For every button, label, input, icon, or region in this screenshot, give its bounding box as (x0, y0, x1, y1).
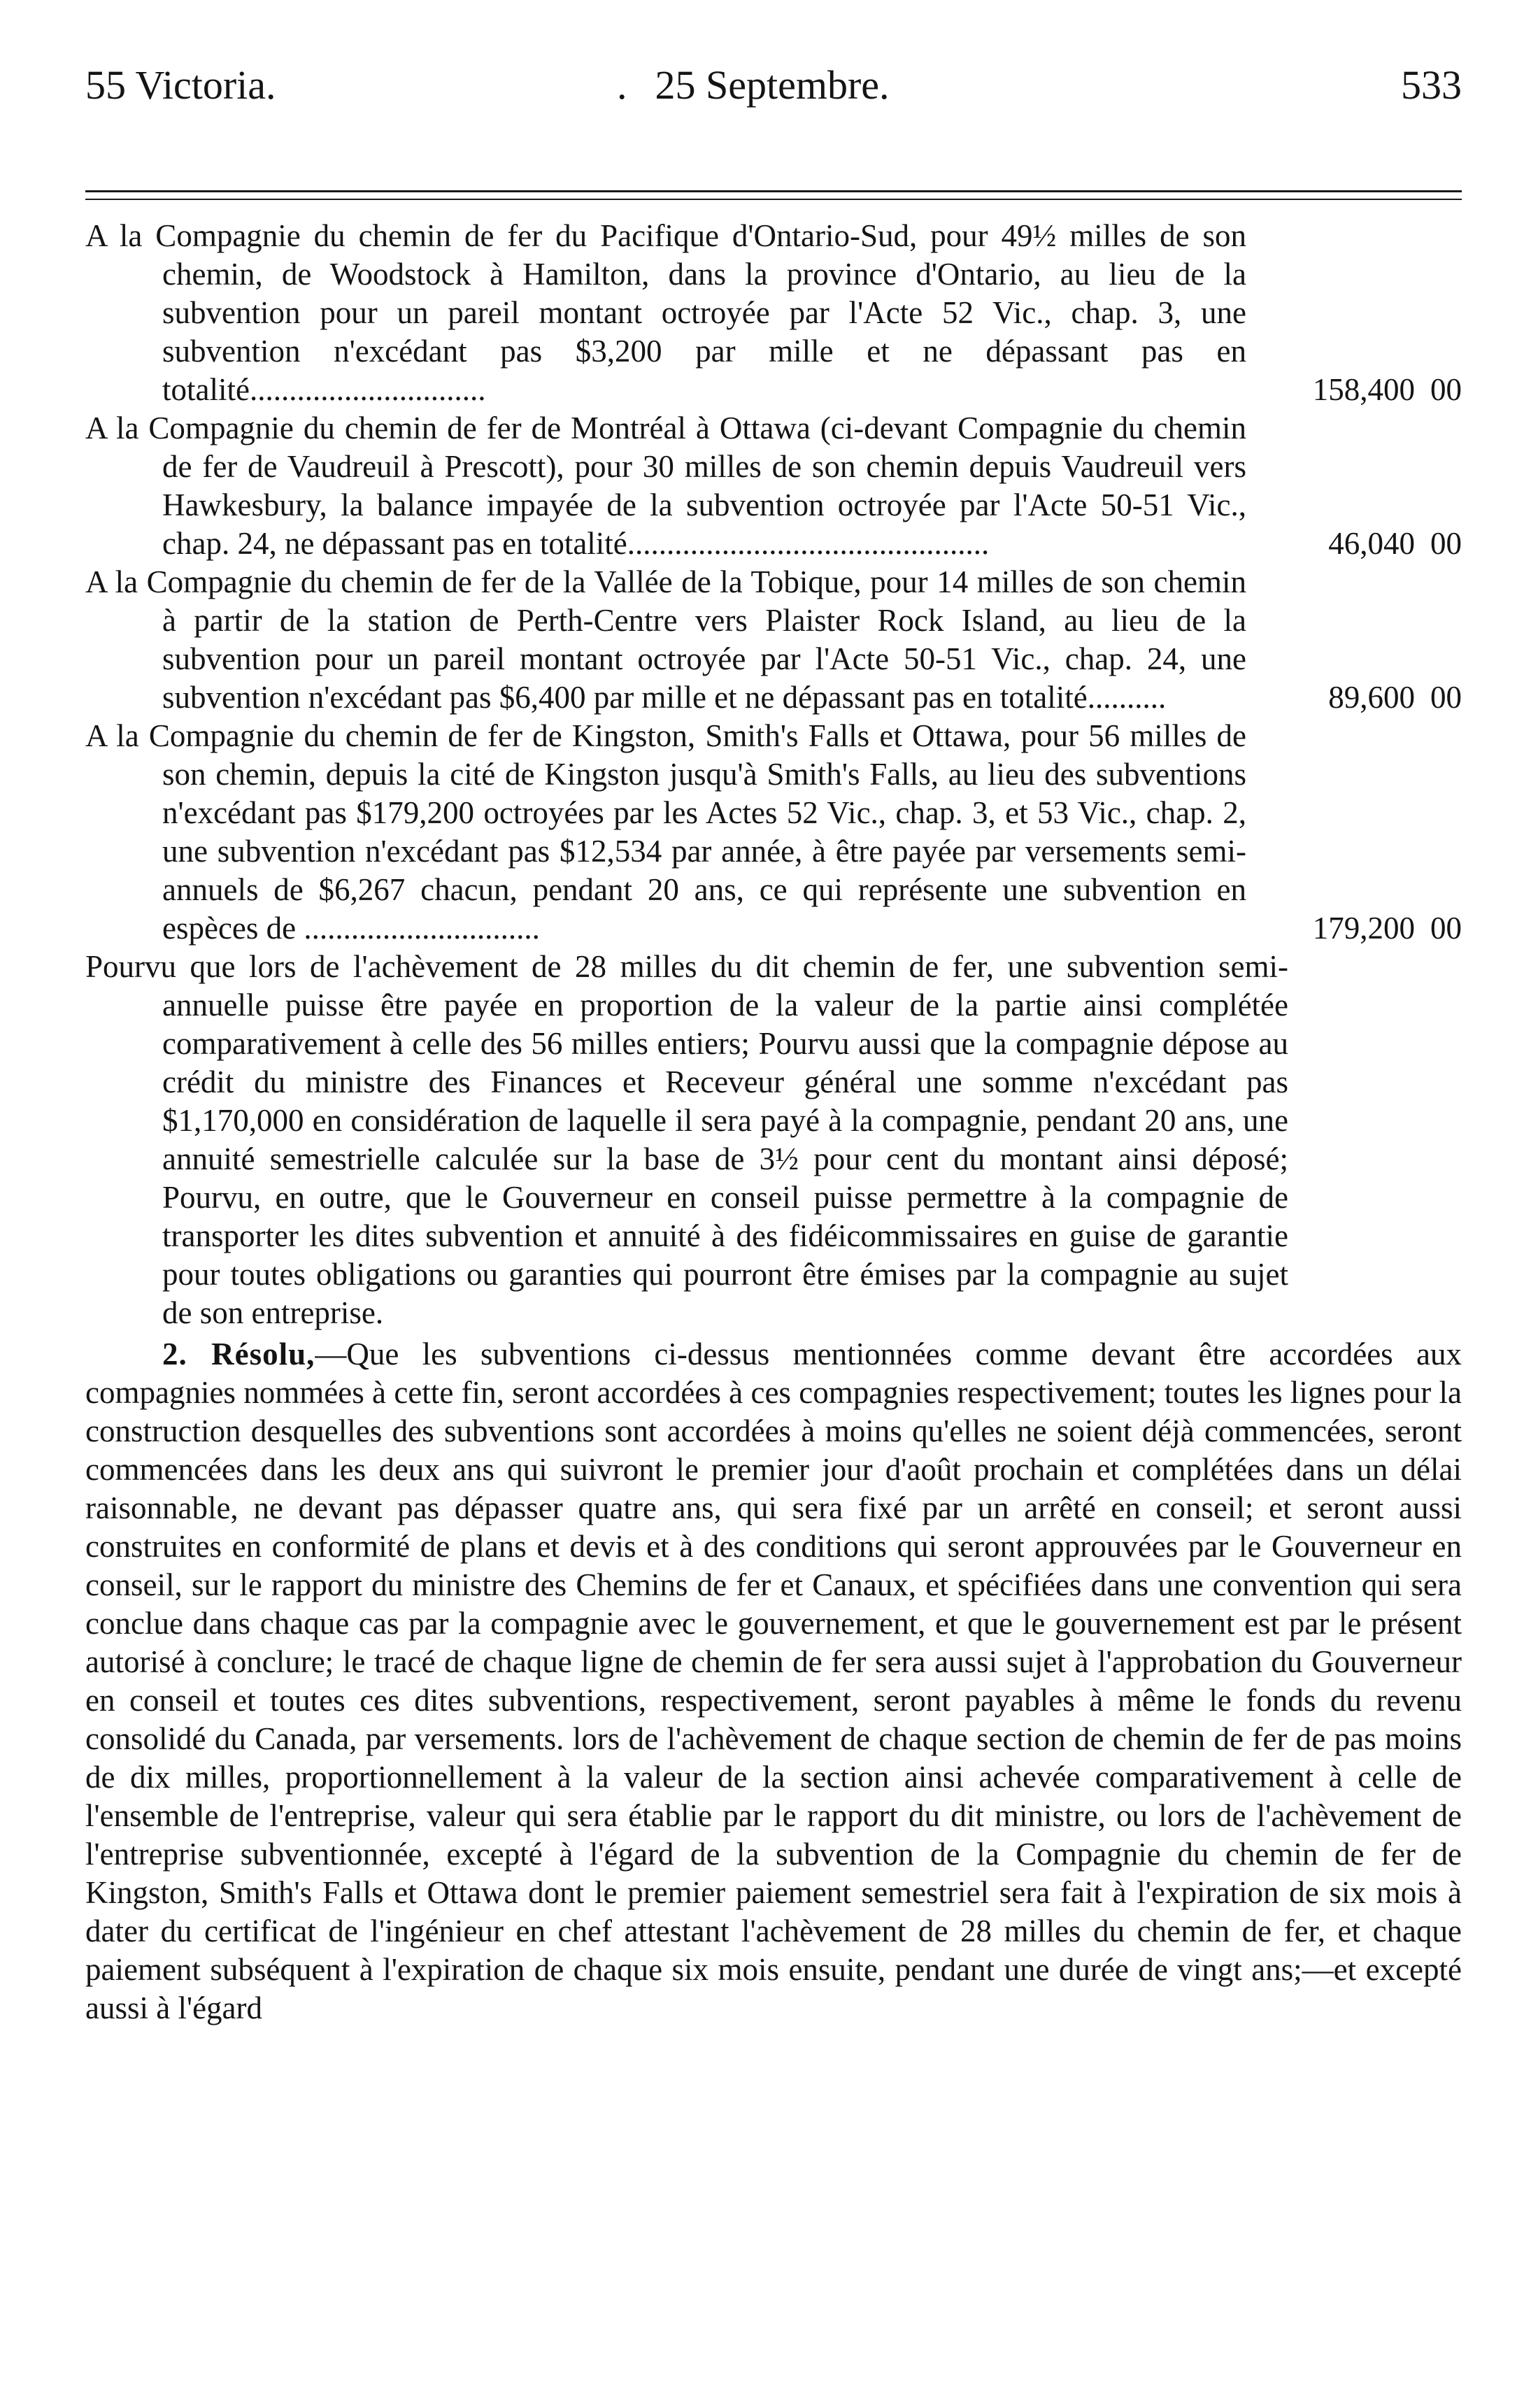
amount-dollars: 46,040 (1328, 526, 1415, 561)
subsidy-entry (85, 409, 1462, 563)
amount-cents: 00 (1430, 526, 1462, 561)
amount-dollars: 89,600 (1328, 680, 1415, 715)
amount-cents: 00 (1430, 911, 1462, 946)
header-dot: . (617, 62, 627, 108)
rule-line (85, 199, 1462, 200)
running-header (85, 49, 1462, 112)
header-date: 25 Septembre. (655, 62, 890, 108)
subsidy-entry-text: A la Compagnie du chemin de fer de Kingston, Smith's Falls et Ottawa, pour 56 milles de son chemin, depuis la cité de Kingston jusqu'à Smith's Falls, au lieu des subventions n'excédant pas $179,200 octroyées par les Actes 52 Vic., chap. 3, et 53 Vic., chap. 2, une subvention n'excédant pas $12,534 par année, à être payée par versements semi-annuels de $6,267 chacun, pendant 20 ans, ce qui représente une subvention en espèces de .............................. (85, 718, 1246, 946)
header-double-rule (85, 190, 1462, 200)
subsidy-amount (1246, 909, 1462, 948)
resolution-text: —Que les subventions ci-dessus mentionnées comme devant être accordées aux compagnies nommées à cette fin, seront accordées à ces compagnies respectivement; toutes les lignes pour la construction desquelles des subventions sont accordées à moins qu'elles ne soient déjà commencées, seront commencées dans les deux ans qui suivront le premier jour d'août prochain et complétées dans un délai raisonnable, ne devant pas dépasser quatre ans, qui sera fixé par un arrêté en conseil; et seront aussi construites en conformité de plans et devis et à des conditions qui seront approuvées par le Gouverneur en conseil, sur le rapport du ministre des Chemins de fer et Canaux, et spécifiées dans une convention qui sera conclue dans chaque cas par la compagnie avec le gouvernement, et que le gouvernement est par le présent autorisé à conclure; le tracé de chaque ligne de chemin de fer sera aussi sujet à l'approbation du Gouverneur en conseil et toutes ces dites subventions, respectivement, seront payables à même le fonds du revenu consolidé du Canada, par versements. lors de l'achèvement de chaque section de chemin de fer de pas moins de dix milles, proportionnellement à la valeur de la section ainsi achevée comparativement à celle de l'ensemble de l'entreprise, valeur qui sera établie par le rapport du dit ministre, ou lors de l'achèvement de l'entreprise subventionnée, excepté à l'égard de la subvention de la Compagnie du chemin de fer de Kingston, Smith's Falls et Ottawa dont le premier paiement semestriel sera fait à l'expiration de six mois à dater du certificat de l'ingénieur en chef attestant l'achèvement de 28 milles du chemin de fer, et chaque paiement subséquent à l'expiration de chaque six mois ensuite, pendant une durée de vingt ans;—et excepté aussi à l'égard (85, 1337, 1462, 2025)
subsidy-entry-text: A la Compagnie du chemin de fer de la Vallée de la Tobique, pour 14 milles de son chemin à partir de la station de Perth-Centre vers Plaister Rock Island, au lieu de la subvention pour un pareil montant octroyée par l'Acte 50-51 Vic., chap. 24, une subvention n'excédant pas $6,400 par mille et ne dépassant pas en totalité.......... (85, 564, 1246, 715)
subsidy-entry-text: A la Compagnie du chemin de fer du Pacifique d'Ontario-Sud, pour 49½ milles de son chemin, de Woodstock à Hamilton, dans la province d'Ontario, au lieu de la subvention pour un pareil montant octroyée par l'Acte 52 Vic., chap. 3, une subvention n'excédant pas $3,200 par mille et ne dépassant pas en totalité.............................. (85, 218, 1246, 407)
amount-dollars: 158,400 (1312, 372, 1415, 407)
header-session: 55 Victoria. (85, 62, 276, 108)
subsidy-amount (1246, 371, 1462, 409)
rule-line (85, 190, 1462, 192)
subsidy-entry (85, 563, 1462, 717)
resolution-paragraph (85, 1335, 1462, 2028)
proviso-paragraph: Pourvu que lors de l'achèvement de 28 milles du dit chemin de fer, une subvention semi-annuelle puisse être payée en proportion de la valeur de la partie ainsi complétée comparativement à celle des 56 milles entiers; Pourvu aussi que la compagnie dépose au crédit du ministre des Finances et Receveur général une somme n'excédant pas $1,170,000 en considération de laquelle il sera payé à la compagnie, pendant 20 ans, une annuité semestrielle calculée sur la base de 3½ pour cent du montant ainsi déposé; Pourvu, en outre, que le Gouverneur en conseil puisse permettre à la compagnie de transporter les dites subvention et annuité à des fidéicommissaires en guise de garantie pour toutes obligations ou garanties qui pourront être émises par la compagnie au sujet de son entreprise. (85, 949, 1288, 1330)
resolution-label: 2. Résolu, (162, 1337, 315, 1372)
subsidy-list (85, 217, 1462, 2028)
subsidy-entry-text: A la Compagnie du chemin de fer de Montréal à Ottawa (ci-devant Compagnie du chemin de fer de Vaudreuil à Prescott), pour 30 milles de son chemin depuis Vaudreuil vers Hawkesbury, la balance impayée de la subvention octroyée par l'Acte 50-51 Vic., chap. 24, ne dépassant pas en totalité.............................................. (85, 411, 1246, 561)
amount-cents: 00 (1430, 680, 1462, 715)
subsidy-entry (85, 217, 1462, 409)
subsidy-entry (85, 717, 1462, 948)
header-date-block (617, 62, 890, 108)
subsidy-amount (1246, 525, 1462, 563)
amount-dollars: 179,200 (1312, 911, 1415, 946)
subsidy-amount (1246, 678, 1462, 717)
document-page (85, 49, 1462, 2028)
amount-cents: 00 (1430, 372, 1462, 407)
page-number: 533 (1401, 62, 1462, 108)
